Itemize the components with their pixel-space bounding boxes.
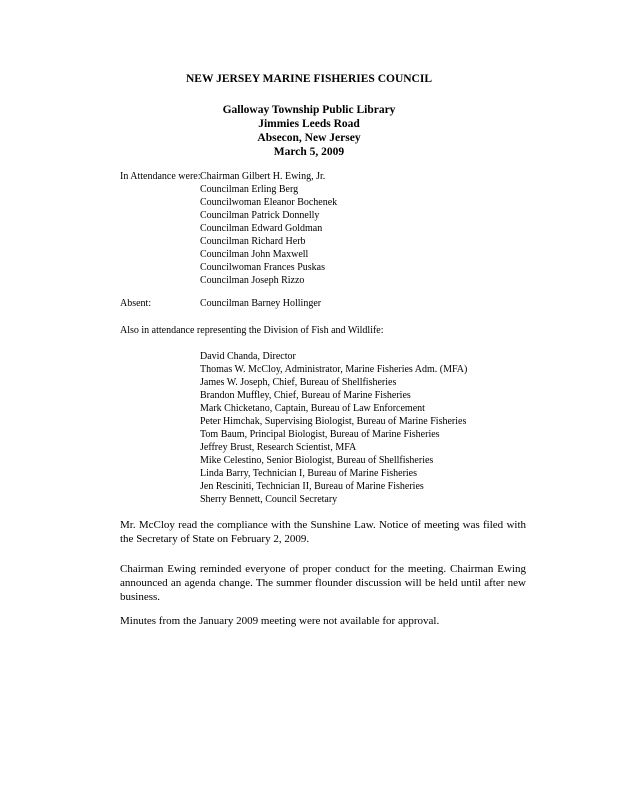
attendee: Councilman Richard Herb — [200, 236, 306, 247]
attendee: Councilwoman Frances Puskas — [200, 262, 325, 273]
attendee: Councilman Patrick Donnelly — [200, 210, 320, 221]
attendance-label: In Attendance were: — [120, 171, 201, 182]
staff-member: Brandon Muffley, Chief, Bureau of Marine Fisheries — [200, 390, 411, 401]
council-title: NEW JERSEY MARINE FISHERIES COUNCIL — [185, 73, 433, 85]
division-staff-list — [200, 350, 467, 506]
staff-member: Sherry Bennett, Council Secretary — [200, 494, 338, 505]
attendee: Councilman Joseph Rizzo — [200, 275, 305, 286]
attendee: Chairman Gilbert H. Ewing, Jr. — [200, 171, 326, 182]
staff-member: Mark Chicketano, Captain, Bureau of Law Enforcement — [200, 403, 425, 414]
staff-member: Thomas W. McCloy, Administrator, Marine Fisheries Adm. (MFA) — [200, 364, 468, 375]
minutes-paragraph: Minutes from the January 2009 meeting were not available for approval. — [120, 615, 440, 627]
staff-member: Jeffrey Brust, Research Scientist, MFA — [200, 442, 357, 453]
venue-city: Absecon, New Jersey — [257, 132, 361, 144]
meeting-location — [0, 103, 618, 159]
staff-member: Peter Himchak, Supervising Biologist, Bureau of Marine Fisheries — [200, 416, 467, 427]
attendance-list — [200, 170, 337, 287]
sunshine-law-paragraph: Mr. McCloy read the compliance with the Sunshine Law. Notice of meeting was filed with the Secretary of State on February 2, 2009. — [120, 519, 526, 545]
absent-label: Absent: — [120, 298, 152, 309]
attendee: Councilwoman Eleanor Bochenek — [200, 197, 338, 208]
staff-member: Tom Baum, Principal Biologist, Bureau of Marine Fisheries — [200, 429, 440, 440]
attendee: Councilman John Maxwell — [200, 249, 309, 260]
staff-member: Linda Barry, Technician I, Bureau of Marine Fisheries — [200, 468, 418, 479]
attendee: Councilman Edward Goldman — [200, 223, 323, 234]
attendee: Councilman Erling Berg — [200, 184, 299, 195]
venue-name: Galloway Township Public Library — [222, 104, 396, 116]
staff-member: James W. Joseph, Chief, Bureau of Shellfisheries — [200, 377, 397, 388]
venue-road: Jimmies Leeds Road — [258, 118, 360, 130]
staff-member: David Chanda, Director — [200, 351, 296, 362]
staff-member: Mike Celestino, Senior Biologist, Bureau of Shellfisheries — [200, 455, 434, 466]
absentee: Councilman Barney Hollinger — [200, 298, 322, 309]
absent-list — [200, 297, 321, 310]
staff-member: Jen Resciniti, Technician II, Bureau of Marine Fisheries — [200, 481, 424, 492]
conduct-paragraph: Chairman Ewing reminded everyone of proper conduct for the meeting. Chairman Ewing announced an agenda change. The summer flounder discussion will be held until after new business. — [120, 563, 526, 603]
division-intro: Also in attendance representing the Division of Fish and Wildlife: — [120, 325, 384, 336]
meeting-date: March 5, 2009 — [273, 146, 345, 158]
